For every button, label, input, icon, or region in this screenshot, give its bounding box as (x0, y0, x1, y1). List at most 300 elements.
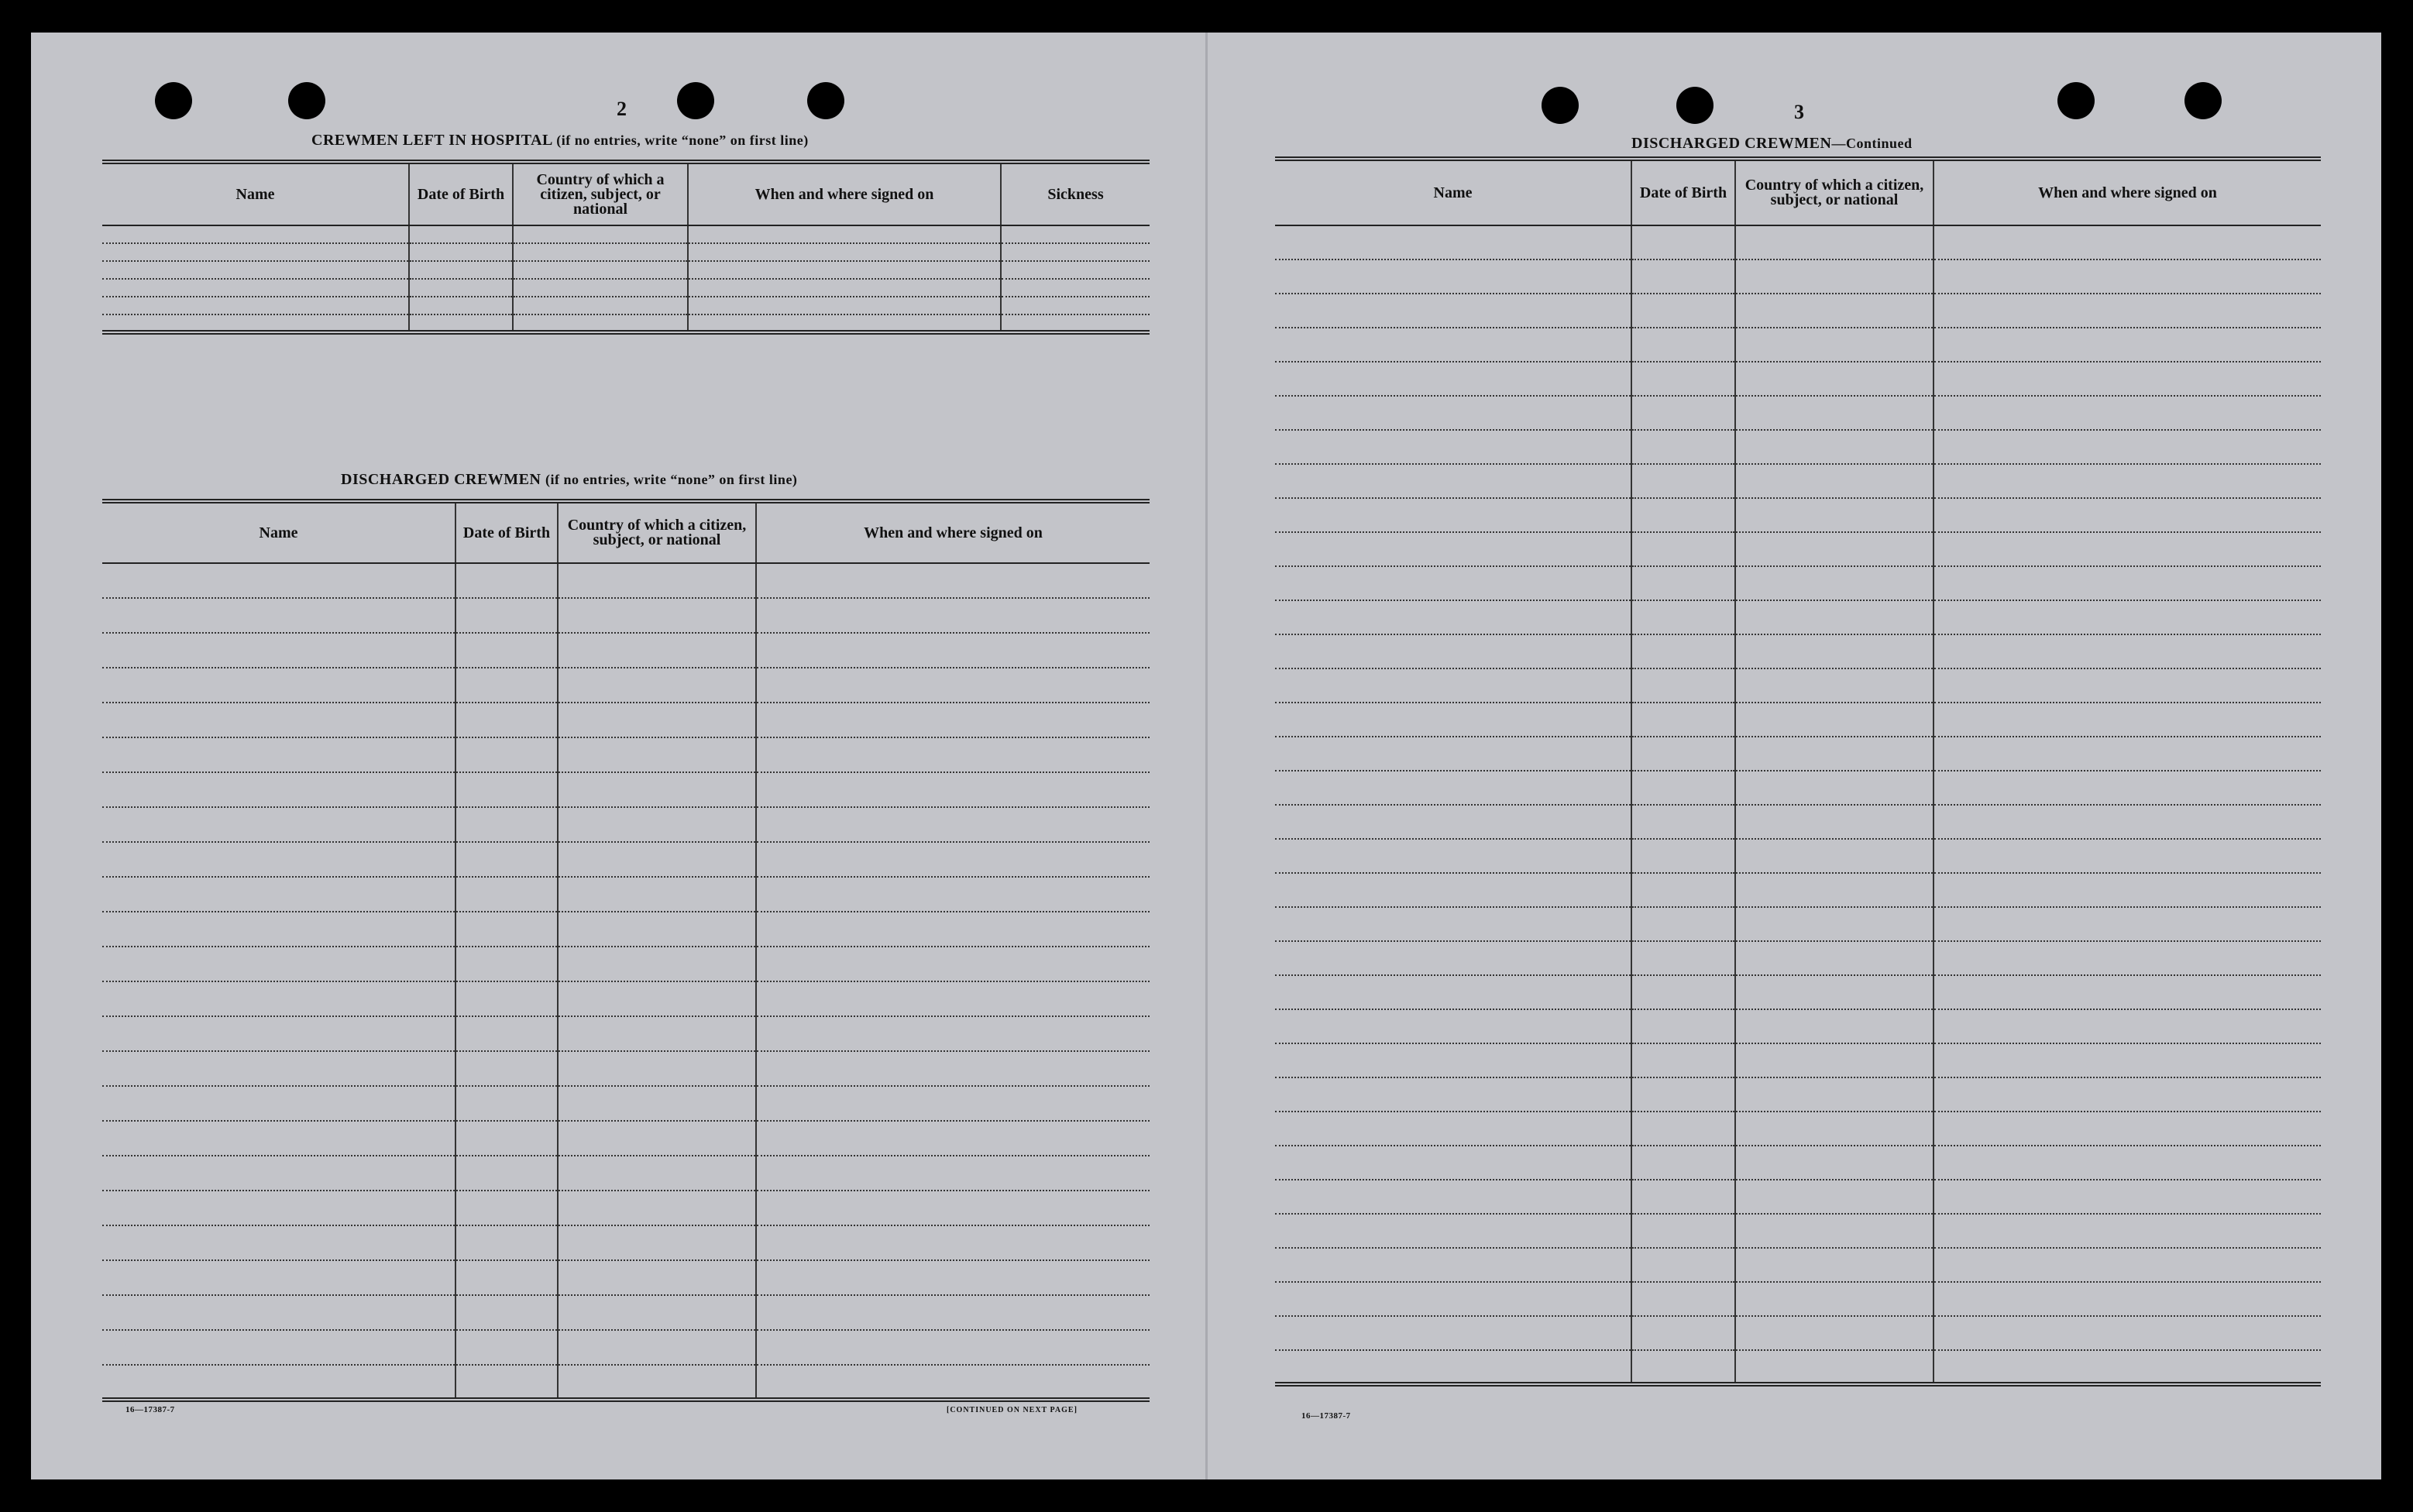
table-cell[interactable] (1631, 225, 1735, 259)
table-cell[interactable] (1933, 362, 2321, 396)
table-cell[interactable] (455, 703, 558, 737)
table-cell[interactable] (756, 737, 1150, 772)
discharged-title-bold-left: DISCHARGED CREWMEN (341, 471, 541, 488)
table-cell[interactable] (1275, 464, 1631, 498)
table-cell[interactable] (1933, 1043, 2321, 1077)
table-cell[interactable] (756, 563, 1150, 598)
table-cell[interactable] (409, 261, 513, 279)
table-cell[interactable] (558, 598, 756, 633)
table-cell[interactable] (756, 947, 1150, 981)
table-cell[interactable] (1735, 907, 1933, 941)
table-cell[interactable] (455, 563, 558, 598)
table-cell[interactable] (1275, 1316, 1631, 1350)
table-cell[interactable] (102, 1330, 455, 1365)
table-cell[interactable] (455, 981, 558, 1016)
table-cell[interactable] (1631, 1214, 1735, 1248)
table-cell[interactable] (455, 1121, 558, 1156)
table-cell[interactable] (1631, 737, 1735, 771)
table-cell[interactable] (455, 1330, 558, 1365)
table-cell[interactable] (558, 1191, 756, 1225)
table-cell[interactable] (1631, 1077, 1735, 1112)
table-row (1275, 362, 2321, 396)
table-cell[interactable] (558, 1365, 756, 1400)
table-row (1275, 634, 2321, 668)
table-cell[interactable] (756, 668, 1150, 703)
table-cell[interactable] (1631, 668, 1735, 703)
table-cell[interactable] (1933, 328, 2321, 362)
table-cell[interactable] (102, 243, 409, 261)
table-cell[interactable] (409, 243, 513, 261)
table-cell[interactable] (1631, 1146, 1735, 1180)
table-cell[interactable] (756, 1260, 1150, 1295)
table-cell[interactable] (1933, 1214, 2321, 1248)
table-cell[interactable] (455, 737, 558, 772)
table-cell[interactable] (102, 877, 455, 912)
table-cell[interactable] (455, 842, 558, 877)
table-cell[interactable] (558, 1295, 756, 1330)
table-cell[interactable] (1631, 532, 1735, 566)
table-row (102, 261, 1150, 279)
table-cell[interactable] (1631, 941, 1735, 975)
table-cell[interactable] (1933, 668, 2321, 703)
table-cell[interactable] (1735, 328, 1933, 362)
table-cell[interactable] (558, 842, 756, 877)
table-cell[interactable] (1933, 1009, 2321, 1043)
table-cell[interactable] (1735, 396, 1933, 430)
table-cell[interactable] (558, 1051, 756, 1086)
table-cell[interactable] (756, 1156, 1150, 1191)
table-cell[interactable] (558, 633, 756, 668)
table-cell[interactable] (756, 877, 1150, 912)
table-cell[interactable] (1735, 1009, 1933, 1043)
table-cell[interactable] (1275, 703, 1631, 737)
table-cell[interactable] (688, 261, 1001, 279)
table-cell[interactable] (1275, 362, 1631, 396)
table-cell[interactable] (1735, 1112, 1933, 1146)
table-row (1275, 1248, 2321, 1282)
table-cell[interactable] (1631, 634, 1735, 668)
table-cell[interactable] (756, 1086, 1150, 1121)
table-row (1275, 1316, 2321, 1350)
table-cell[interactable] (1933, 839, 2321, 873)
table-cell[interactable] (558, 1086, 756, 1121)
table-cell[interactable] (1275, 1180, 1631, 1214)
table-cell[interactable] (558, 772, 756, 807)
table-row (1275, 839, 2321, 873)
column-header-country: Country of which a citizen, subject, or national (1735, 159, 1933, 225)
table-cell[interactable] (1631, 328, 1735, 362)
table-cell[interactable] (558, 1330, 756, 1365)
table-cell[interactable] (1933, 294, 2321, 328)
table-cell[interactable] (756, 1330, 1150, 1365)
table-cell[interactable] (1735, 1316, 1933, 1350)
table-cell[interactable] (756, 912, 1150, 947)
table-cell[interactable] (688, 297, 1001, 314)
table-cell[interactable] (688, 243, 1001, 261)
table-cell[interactable] (1933, 1316, 2321, 1350)
table-cell[interactable] (756, 1295, 1150, 1330)
table-cell[interactable] (102, 772, 455, 807)
table-cell[interactable] (688, 225, 1001, 243)
table-cell[interactable] (558, 563, 756, 598)
table-cell[interactable] (102, 1086, 455, 1121)
table-cell[interactable] (558, 1260, 756, 1295)
table-cell[interactable] (1933, 600, 2321, 634)
table-cell[interactable] (1933, 464, 2321, 498)
table-cell[interactable] (1275, 600, 1631, 634)
table-cell[interactable] (1735, 259, 1933, 294)
table-cell[interactable] (1001, 279, 1150, 297)
discharged-section-title-right (1631, 135, 1913, 153)
table-cell[interactable] (102, 842, 455, 877)
table-cell[interactable] (1735, 1077, 1933, 1112)
table-cell[interactable] (1631, 294, 1735, 328)
table-cell[interactable] (1735, 1043, 1933, 1077)
table-cell[interactable] (1933, 1350, 2321, 1384)
table-cell[interactable] (1631, 600, 1735, 634)
table-cell[interactable] (1933, 941, 2321, 975)
table-cell[interactable] (756, 633, 1150, 668)
table-cell[interactable] (1933, 907, 2321, 941)
table-cell[interactable] (513, 279, 688, 297)
table-cell[interactable] (1933, 771, 2321, 805)
table-cell[interactable] (1275, 1112, 1631, 1146)
table-cell[interactable] (1735, 464, 1933, 498)
table-cell[interactable] (1275, 1077, 1631, 1112)
table-cell[interactable] (1933, 396, 2321, 430)
page-fold (1205, 33, 1208, 1479)
table-cell[interactable] (1735, 941, 1933, 975)
table-cell[interactable] (1933, 873, 2321, 907)
table-cell[interactable] (1735, 294, 1933, 328)
table-cell[interactable] (1933, 1146, 2321, 1180)
table-cell[interactable] (102, 981, 455, 1016)
table-cell[interactable] (1933, 259, 2321, 294)
table-cell[interactable] (756, 1365, 1150, 1400)
table-cell[interactable] (1275, 839, 1631, 873)
table-cell[interactable] (1933, 1077, 2321, 1112)
table-cell[interactable] (1631, 1180, 1735, 1214)
table-cell[interactable] (102, 947, 455, 981)
table-cell[interactable] (1275, 1214, 1631, 1248)
table-cell[interactable] (558, 737, 756, 772)
table-cell[interactable] (1735, 805, 1933, 839)
table-cell[interactable] (1631, 1009, 1735, 1043)
hospital-table (102, 160, 1150, 335)
table-cell[interactable] (756, 598, 1150, 633)
column-header-signed-on: When and where signed on (756, 501, 1150, 563)
table-cell[interactable] (455, 807, 558, 842)
punch-hole (155, 82, 192, 119)
table-cell[interactable] (1735, 1180, 1933, 1214)
table-cell[interactable] (1275, 430, 1631, 464)
table-cell[interactable] (513, 297, 688, 314)
table-row (1275, 1282, 2321, 1316)
table-cell[interactable] (102, 703, 455, 737)
table-cell[interactable] (455, 877, 558, 912)
table-cell[interactable] (102, 1191, 455, 1225)
table-cell[interactable] (455, 1156, 558, 1191)
table-cell[interactable] (1631, 430, 1735, 464)
table-cell[interactable] (1735, 532, 1933, 566)
table-cell[interactable] (558, 912, 756, 947)
table-cell[interactable] (1735, 737, 1933, 771)
table-cell[interactable] (102, 912, 455, 947)
table-cell[interactable] (1631, 839, 1735, 873)
table-cell[interactable] (756, 1191, 1150, 1225)
table-cell[interactable] (1275, 1146, 1631, 1180)
table-cell[interactable] (455, 1016, 558, 1051)
table-row (102, 1295, 1150, 1330)
table-row (1275, 737, 2321, 771)
table-cell[interactable] (102, 668, 455, 703)
table-cell[interactable] (102, 633, 455, 668)
table-row (1275, 1043, 2321, 1077)
table-cell[interactable] (455, 1260, 558, 1295)
table-row (102, 314, 1150, 332)
table-cell[interactable] (455, 598, 558, 633)
table-cell[interactable] (102, 261, 409, 279)
table-row (102, 563, 1150, 598)
table-cell[interactable] (102, 1121, 455, 1156)
column-header-country: Country of which a citizen, subject, or national (558, 501, 756, 563)
table-cell[interactable] (1001, 243, 1150, 261)
table-cell[interactable] (513, 314, 688, 332)
table-cell[interactable] (1275, 941, 1631, 975)
table-row (102, 1051, 1150, 1086)
table-cell[interactable] (1933, 975, 2321, 1009)
table-cell[interactable] (1001, 261, 1150, 279)
table-cell[interactable] (102, 1295, 455, 1330)
table-cell[interactable] (1631, 1282, 1735, 1316)
table-cell[interactable] (1275, 873, 1631, 907)
table-cell[interactable] (1275, 498, 1631, 532)
table-cell[interactable] (1735, 498, 1933, 532)
table-cell[interactable] (455, 912, 558, 947)
table-cell[interactable] (455, 1086, 558, 1121)
table-cell[interactable] (756, 981, 1150, 1016)
table-cell[interactable] (102, 563, 455, 598)
table-cell[interactable] (1735, 1350, 1933, 1384)
table-row (1275, 225, 2321, 259)
table-cell[interactable] (1735, 1214, 1933, 1248)
table-cell[interactable] (455, 1051, 558, 1086)
table-row (1275, 1112, 2321, 1146)
table-cell[interactable] (688, 279, 1001, 297)
table-cell[interactable] (1275, 328, 1631, 362)
table-cell[interactable] (455, 947, 558, 981)
table-cell[interactable] (1275, 668, 1631, 703)
table-cell[interactable] (1275, 259, 1631, 294)
table-cell[interactable] (1631, 805, 1735, 839)
table-cell[interactable] (1631, 1112, 1735, 1146)
table-cell[interactable] (558, 877, 756, 912)
table-cell[interactable] (102, 1260, 455, 1295)
table-cell[interactable] (1631, 362, 1735, 396)
table-cell[interactable] (1933, 737, 2321, 771)
table-cell[interactable] (756, 1051, 1150, 1086)
table-cell[interactable] (1275, 975, 1631, 1009)
table-cell[interactable] (1275, 396, 1631, 430)
punch-hole (677, 82, 714, 119)
table-cell[interactable] (756, 842, 1150, 877)
table-row (1275, 532, 2321, 566)
table-cell[interactable] (1275, 1043, 1631, 1077)
table-cell[interactable] (102, 1225, 455, 1260)
table-cell[interactable] (1933, 430, 2321, 464)
table-cell[interactable] (558, 981, 756, 1016)
table-cell[interactable] (1275, 294, 1631, 328)
table-cell[interactable] (1631, 703, 1735, 737)
table-cell[interactable] (102, 225, 409, 243)
table-cell[interactable] (1275, 1009, 1631, 1043)
table-cell[interactable] (1933, 1248, 2321, 1282)
table-cell[interactable] (409, 314, 513, 332)
table-cell[interactable] (1631, 1248, 1735, 1282)
table-cell[interactable] (102, 1051, 455, 1086)
table-cell[interactable] (1735, 634, 1933, 668)
table-cell[interactable] (455, 633, 558, 668)
punch-hole (807, 82, 844, 119)
table-cell[interactable] (1631, 498, 1735, 532)
table-cell[interactable] (1275, 1248, 1631, 1282)
table-cell[interactable] (102, 1016, 455, 1051)
table-cell[interactable] (1735, 362, 1933, 396)
table-cell[interactable] (102, 1156, 455, 1191)
table-cell[interactable] (756, 1016, 1150, 1051)
table-cell[interactable] (1631, 1350, 1735, 1384)
table-cell[interactable] (102, 598, 455, 633)
table-row (102, 1121, 1150, 1156)
form-number-left: 16—17387-7 (125, 1405, 175, 1414)
table-cell[interactable] (455, 1365, 558, 1400)
table-cell[interactable] (1275, 805, 1631, 839)
table-cell[interactable] (102, 297, 409, 314)
table-cell[interactable] (102, 807, 455, 842)
table-cell[interactable] (1933, 1180, 2321, 1214)
table-row (102, 807, 1150, 842)
table-cell[interactable] (1933, 225, 2321, 259)
table-cell[interactable] (756, 772, 1150, 807)
table-cell[interactable] (1631, 907, 1735, 941)
table-cell[interactable] (1735, 430, 1933, 464)
table-cell[interactable] (455, 668, 558, 703)
table-cell[interactable] (558, 1121, 756, 1156)
table-cell[interactable] (756, 1225, 1150, 1260)
table-cell[interactable] (1735, 703, 1933, 737)
table-cell[interactable] (1631, 566, 1735, 600)
table-row (102, 1156, 1150, 1191)
table-cell[interactable] (1933, 1282, 2321, 1316)
table-cell[interactable] (1275, 737, 1631, 771)
table-cell[interactable] (1275, 1282, 1631, 1316)
table-cell[interactable] (1933, 1112, 2321, 1146)
table-cell[interactable] (1933, 532, 2321, 566)
table-cell[interactable] (102, 279, 409, 297)
table-cell[interactable] (1275, 225, 1631, 259)
table-cell[interactable] (1631, 259, 1735, 294)
table-cell[interactable] (1735, 975, 1933, 1009)
table-cell[interactable] (1631, 873, 1735, 907)
table-cell[interactable] (455, 1295, 558, 1330)
table-row (102, 981, 1150, 1016)
table-cell[interactable] (1933, 566, 2321, 600)
table-cell[interactable] (558, 1016, 756, 1051)
table-cell[interactable] (756, 807, 1150, 842)
table-cell[interactable] (513, 225, 688, 243)
table-cell[interactable] (1001, 297, 1150, 314)
table-cell[interactable] (1275, 771, 1631, 805)
table-cell[interactable] (1735, 668, 1933, 703)
column-header-signed-on: When and where signed on (688, 162, 1001, 225)
table-cell[interactable] (756, 703, 1150, 737)
table-cell[interactable] (558, 668, 756, 703)
table-cell[interactable] (756, 1121, 1150, 1156)
discharged-title-bold-right: DISCHARGED CREWMEN (1631, 135, 1832, 152)
table-cell[interactable] (1735, 771, 1933, 805)
table-cell[interactable] (1735, 873, 1933, 907)
table-cell[interactable] (1001, 225, 1150, 243)
table-cell[interactable] (1735, 600, 1933, 634)
table-cell[interactable] (1933, 703, 2321, 737)
table-row (102, 633, 1150, 668)
table-row (102, 703, 1150, 737)
table-row (1275, 941, 2321, 975)
table-cell[interactable] (513, 261, 688, 279)
table-cell[interactable] (1275, 634, 1631, 668)
table-cell[interactable] (1275, 1350, 1631, 1384)
table-cell[interactable] (1275, 532, 1631, 566)
table-cell[interactable] (1275, 907, 1631, 941)
table-cell[interactable] (558, 1225, 756, 1260)
table-cell[interactable] (1735, 839, 1933, 873)
table-cell[interactable] (409, 279, 513, 297)
table-row (102, 297, 1150, 314)
table-cell[interactable] (102, 314, 409, 332)
discharged-title-note-left: (if no entries, write “none” on first line) (545, 472, 798, 487)
table-cell[interactable] (558, 947, 756, 981)
table-cell[interactable] (1631, 1316, 1735, 1350)
table-cell[interactable] (455, 1225, 558, 1260)
table-cell[interactable] (1631, 396, 1735, 430)
table-cell[interactable] (1933, 498, 2321, 532)
table-cell[interactable] (1933, 634, 2321, 668)
table-cell[interactable] (558, 1156, 756, 1191)
table-cell[interactable] (455, 772, 558, 807)
table-cell[interactable] (513, 243, 688, 261)
table-cell[interactable] (409, 225, 513, 243)
table-cell[interactable] (1275, 566, 1631, 600)
table-cell[interactable] (455, 1191, 558, 1225)
table-cell[interactable] (1735, 1248, 1933, 1282)
table-cell[interactable] (1735, 566, 1933, 600)
table-cell[interactable] (409, 297, 513, 314)
table-cell[interactable] (558, 807, 756, 842)
table-cell[interactable] (1001, 314, 1150, 332)
table-cell[interactable] (558, 703, 756, 737)
table-cell[interactable] (1631, 771, 1735, 805)
table-cell[interactable] (688, 314, 1001, 332)
table-cell[interactable] (1631, 1043, 1735, 1077)
table-cell[interactable] (1631, 975, 1735, 1009)
table-cell[interactable] (1735, 225, 1933, 259)
table-cell[interactable] (1631, 464, 1735, 498)
table-cell[interactable] (1735, 1146, 1933, 1180)
table-cell[interactable] (102, 737, 455, 772)
table-cell[interactable] (1735, 1282, 1933, 1316)
table-cell[interactable] (102, 1365, 455, 1400)
table-cell[interactable] (1933, 805, 2321, 839)
